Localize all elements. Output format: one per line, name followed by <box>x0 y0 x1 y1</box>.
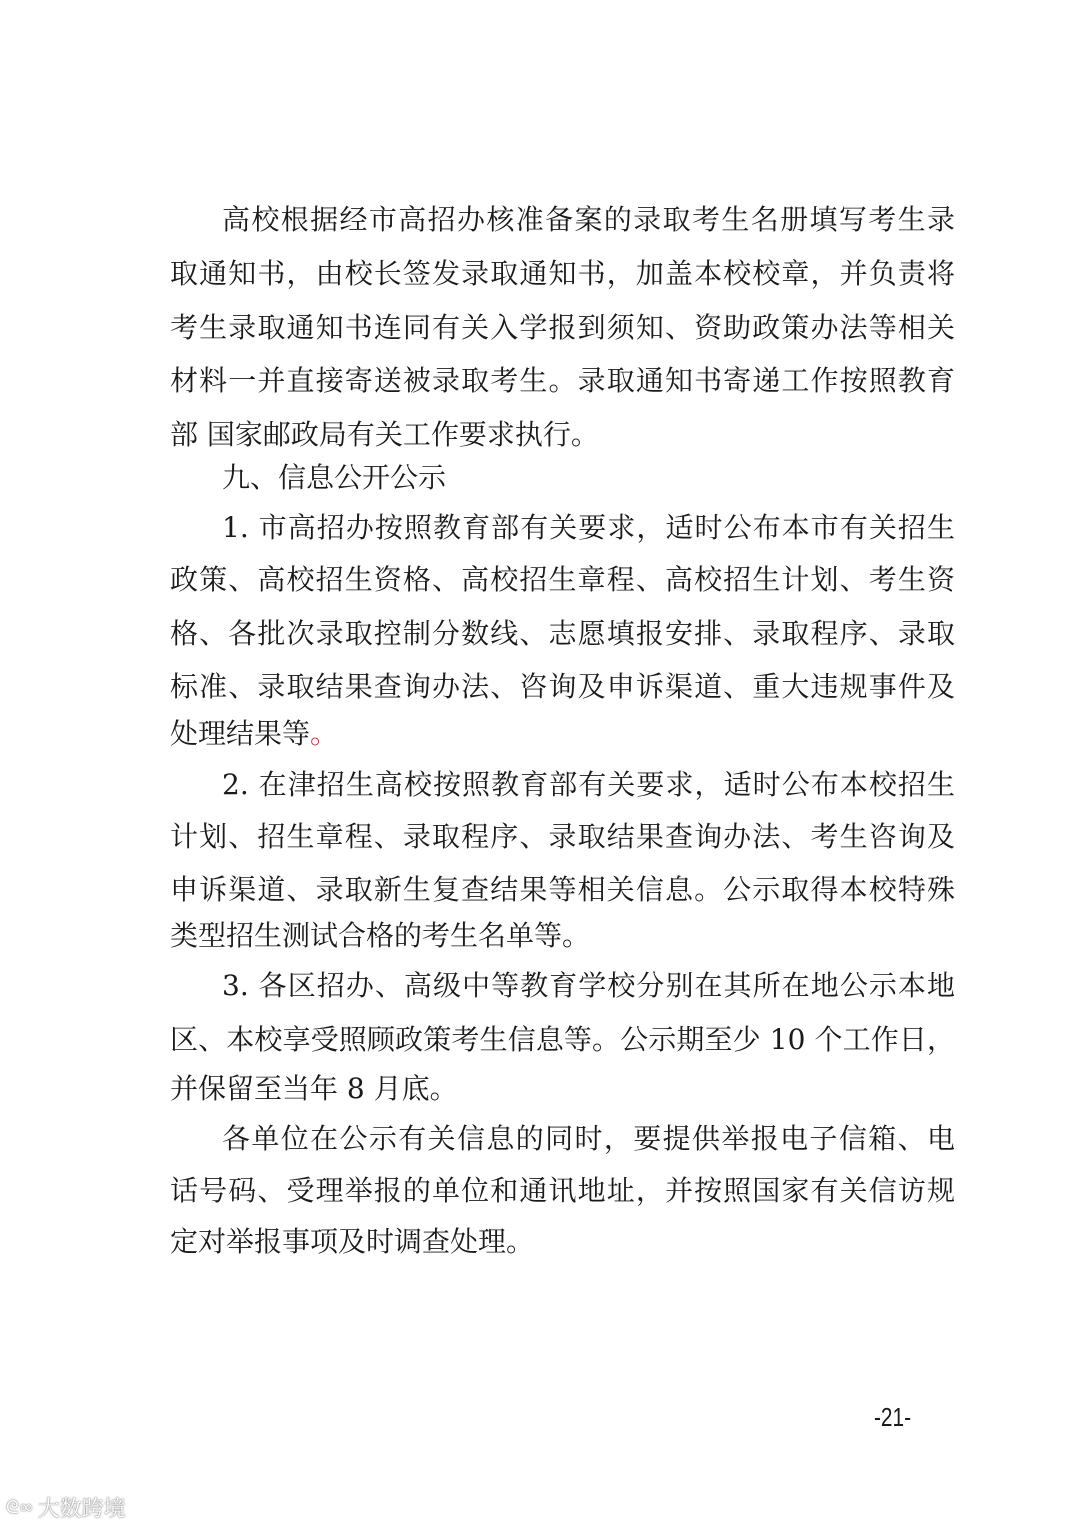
watermark <box>6 1492 126 1523</box>
paragraph-line: 政策、高校招生资格、高校招生章程、高校招生计划、考生资 <box>170 563 955 596</box>
paragraph-line: 考生录取通知书连同有关入学报到须知、资助政策办法等相关 <box>170 311 955 344</box>
paragraph-line: 类型招生测试合格的考生名单等。 <box>170 919 591 952</box>
paragraph-line <box>170 716 955 752</box>
paragraph-line: 材料一并直接寄送被录取考生。录取通知书寄递工作按照教育 <box>170 364 955 397</box>
watermark-text: 大数跨境 <box>37 1497 126 1522</box>
paragraph-line: 部 国家邮政局有关工作要求执行。 <box>170 418 599 451</box>
paragraph-line: 格、各批次录取控制分数线、志愿填报安排、录取程序、录取 <box>170 617 955 650</box>
paragraph-line: 区、本校享受照顾政策考生信息等。公示期至少 10 个工作日， <box>170 1023 955 1056</box>
paragraph-line: 高校根据经市高招办核准备案的录取考生名册填写考生录 <box>222 203 955 236</box>
line-text: 处理结果等 <box>170 717 311 750</box>
paragraph-line: 并保留至当年 8 月底。 <box>170 1072 458 1105</box>
paragraph-line: 话号码、受理举报的单位和通讯地址，并按照国家有关信访规 <box>170 1174 955 1207</box>
red-punctuation: 。 <box>310 717 339 750</box>
paragraph-line: 定对举报事项及时调查处理。 <box>170 1225 535 1258</box>
section-heading: 九、信息公开公示 <box>222 461 447 494</box>
watermark-logo-icon: ᘓ∞ <box>6 1497 34 1518</box>
paragraph-line: 取通知书，由校长签发录取通知书，加盖本校校章，并负责将 <box>170 257 955 290</box>
paragraph-line: 各单位在公示有关信息的同时，要提供举报电子信箱、电 <box>222 1122 955 1155</box>
page-number: -21- <box>874 1402 911 1432</box>
paragraph-line: 计划、招生章程、录取程序、录取结果查询办法、考生咨询及 <box>170 820 955 853</box>
paragraph-line: 1. 市高招办按照教育部有关要求，适时公布本市有关招生 <box>222 511 955 544</box>
paragraph-line: 申诉渠道、录取新生复查结果等相关信息。公示取得本校特殊 <box>170 873 955 906</box>
paragraph-line: 标准、录取结果查询办法、咨询及申诉渠道、重大违规事件及 <box>170 670 955 703</box>
paragraph-line: 3. 各区招办、高级中等教育学校分别在其所在地公示本地 <box>222 969 955 1002</box>
paragraph-line: 2. 在津招生高校按照教育部有关要求，适时公布本校招生 <box>222 768 955 801</box>
